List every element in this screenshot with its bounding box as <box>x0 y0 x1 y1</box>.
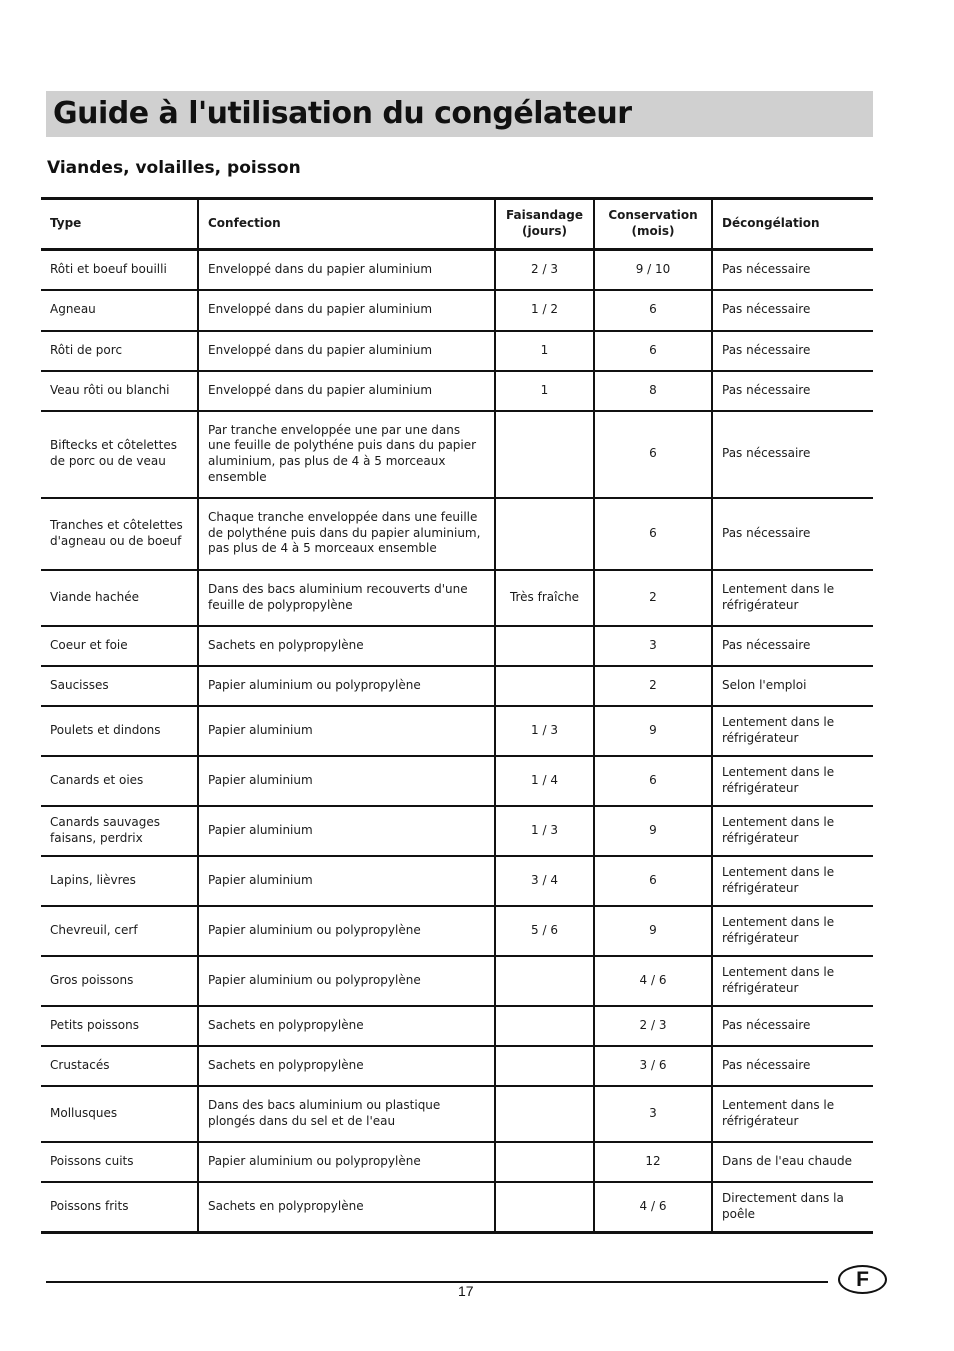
cell-decongelation: Pas nécessaire <box>712 626 873 666</box>
cell-conservation: 9 / 10 <box>594 250 712 290</box>
cell-faisandage <box>495 956 594 1006</box>
cell-decongelation: Lentement dans le réfrigérateur <box>712 756 873 806</box>
cell-decongelation: Lentement dans le réfrigérateur <box>712 806 873 856</box>
table-header-row <box>41 199 873 250</box>
cell-confection: Enveloppé dans du papier aluminium <box>198 290 495 331</box>
cell-confection: Sachets en polypropylène <box>198 1046 495 1086</box>
cell-faisandage <box>495 1046 594 1086</box>
cell-decongelation: Directement dans la poêle <box>712 1182 873 1233</box>
header-confection: Confection <box>198 199 495 250</box>
table-row <box>41 411 873 498</box>
page-title: Guide à l'utilisation du congélateur <box>53 96 632 131</box>
cell-conservation: 4 / 6 <box>594 956 712 1006</box>
cell-faisandage: 1 <box>495 371 594 411</box>
cell-type: Chevreuil, cerf <box>41 906 198 956</box>
cell-conservation: 9 <box>594 706 712 756</box>
language-badge: F <box>838 1265 887 1294</box>
header-faisandage: Faisandage (jours) <box>495 199 594 250</box>
cell-faisandage: 2 / 3 <box>495 250 594 290</box>
table-row <box>41 956 873 1006</box>
cell-decongelation: Lentement dans le réfrigérateur <box>712 906 873 956</box>
cell-type: Viande hachée <box>41 570 198 626</box>
table-row <box>41 1142 873 1182</box>
cell-decongelation: Pas nécessaire <box>712 1006 873 1046</box>
footer-rule <box>46 1281 828 1283</box>
cell-confection: Sachets en polypropylène <box>198 1182 495 1233</box>
cell-confection: Papier aluminium ou polypropylène <box>198 666 495 706</box>
cell-type: Lapins, lièvres <box>41 856 198 906</box>
cell-conservation: 6 <box>594 856 712 906</box>
cell-type: Mollusques <box>41 1086 198 1142</box>
table-row <box>41 1182 873 1233</box>
cell-faisandage <box>495 1182 594 1233</box>
cell-type: Rôti de porc <box>41 331 198 371</box>
cell-type: Canards sauvages faisans, perdrix <box>41 806 198 856</box>
cell-confection: Sachets en polypropylène <box>198 1006 495 1046</box>
cell-type: Gros poissons <box>41 956 198 1006</box>
cell-faisandage: 3 / 4 <box>495 856 594 906</box>
table-row <box>41 856 873 906</box>
cell-faisandage <box>495 626 594 666</box>
table-row <box>41 1046 873 1086</box>
cell-decongelation: Pas nécessaire <box>712 498 873 570</box>
cell-type: Coeur et foie <box>41 626 198 666</box>
cell-faisandage: 5 / 6 <box>495 906 594 956</box>
table-row <box>41 331 873 371</box>
cell-type: Poissons frits <box>41 1182 198 1233</box>
cell-type: Crustacés <box>41 1046 198 1086</box>
cell-type: Saucisses <box>41 666 198 706</box>
cell-type: Poissons cuits <box>41 1142 198 1182</box>
cell-conservation: 3 <box>594 626 712 666</box>
cell-type: Tranches et côtelettes d'agneau ou de boeuf <box>41 498 198 570</box>
cell-confection: Enveloppé dans du papier aluminium <box>198 371 495 411</box>
cell-decongelation: Pas nécessaire <box>712 331 873 371</box>
cell-conservation: 6 <box>594 411 712 498</box>
cell-confection: Enveloppé dans du papier aluminium <box>198 250 495 290</box>
cell-decongelation: Pas nécessaire <box>712 290 873 331</box>
table-row <box>41 906 873 956</box>
cell-decongelation: Lentement dans le réfrigérateur <box>712 1086 873 1142</box>
cell-conservation: 3 <box>594 1086 712 1142</box>
cell-decongelation: Selon l'emploi <box>712 666 873 706</box>
cell-faisandage: 1 / 2 <box>495 290 594 331</box>
table-row <box>41 1006 873 1046</box>
cell-type: Poulets et dindons <box>41 706 198 756</box>
cell-faisandage: 1 / 3 <box>495 706 594 756</box>
cell-decongelation: Pas nécessaire <box>712 411 873 498</box>
table-row <box>41 1086 873 1142</box>
cell-confection: Papier aluminium ou polypropylène <box>198 1142 495 1182</box>
cell-conservation: 6 <box>594 331 712 371</box>
cell-conservation: 4 / 6 <box>594 1182 712 1233</box>
table-row <box>41 666 873 706</box>
cell-type: Agneau <box>41 290 198 331</box>
table-row <box>41 806 873 856</box>
cell-type: Veau rôti ou blanchi <box>41 371 198 411</box>
header-type: Type <box>41 199 198 250</box>
header-conservation: Conservation (mois) <box>594 199 712 250</box>
table-row <box>41 250 873 290</box>
cell-faisandage <box>495 411 594 498</box>
cell-confection: Papier aluminium <box>198 756 495 806</box>
cell-conservation: 6 <box>594 290 712 331</box>
cell-confection: Papier aluminium <box>198 856 495 906</box>
cell-decongelation: Pas nécessaire <box>712 1046 873 1086</box>
cell-type: Canards et oies <box>41 756 198 806</box>
table-row <box>41 371 873 411</box>
cell-faisandage: Très fraîche <box>495 570 594 626</box>
page-title-bar <box>46 91 873 137</box>
cell-decongelation: Lentement dans le réfrigérateur <box>712 856 873 906</box>
table-row <box>41 498 873 570</box>
page-number: 17 <box>458 1283 474 1299</box>
cell-confection: Dans des bacs aluminium recouverts d'une feuille de polypropylène <box>198 570 495 626</box>
table-row <box>41 570 873 626</box>
cell-faisandage <box>495 1086 594 1142</box>
cell-type: Biftecks et côtelettes de porc ou de veau <box>41 411 198 498</box>
cell-conservation: 6 <box>594 756 712 806</box>
cell-faisandage: 1 <box>495 331 594 371</box>
table-row <box>41 706 873 756</box>
cell-confection: Papier aluminium ou polypropylène <box>198 956 495 1006</box>
cell-confection: Papier aluminium <box>198 806 495 856</box>
cell-confection: Par tranche enveloppée une par une dans une feuille de polythéne puis dans du papier aluminium, pas plus de 4 à 5 morceaux ensemble <box>198 411 495 498</box>
cell-decongelation: Pas nécessaire <box>712 371 873 411</box>
freezer-guide-table <box>41 197 873 1234</box>
header-decongelation: Décongélation <box>712 199 873 250</box>
cell-faisandage <box>495 498 594 570</box>
cell-conservation: 2 <box>594 570 712 626</box>
table-row <box>41 756 873 806</box>
cell-faisandage <box>495 666 594 706</box>
cell-faisandage <box>495 1006 594 1046</box>
cell-confection: Dans des bacs aluminium ou plastique plongés dans du sel et de l'eau <box>198 1086 495 1142</box>
table-body <box>41 250 873 1233</box>
cell-conservation: 9 <box>594 806 712 856</box>
table-row <box>41 290 873 331</box>
cell-type: Rôti et boeuf bouilli <box>41 250 198 290</box>
cell-conservation: 12 <box>594 1142 712 1182</box>
table-row <box>41 626 873 666</box>
cell-confection: Sachets en polypropylène <box>198 626 495 666</box>
cell-faisandage <box>495 1142 594 1182</box>
cell-decongelation: Dans de l'eau chaude <box>712 1142 873 1182</box>
cell-decongelation: Lentement dans le réfrigérateur <box>712 570 873 626</box>
cell-conservation: 9 <box>594 906 712 956</box>
cell-faisandage: 1 / 4 <box>495 756 594 806</box>
cell-conservation: 2 / 3 <box>594 1006 712 1046</box>
section-title: Viandes, volailles, poisson <box>47 158 301 178</box>
cell-confection: Enveloppé dans du papier aluminium <box>198 331 495 371</box>
cell-confection: Chaque tranche enveloppée dans une feuille de polythéne puis dans du papier aluminium, pas plus de 4 à 5 morceaux ensemble <box>198 498 495 570</box>
cell-type: Petits poissons <box>41 1006 198 1046</box>
cell-decongelation: Lentement dans le réfrigérateur <box>712 956 873 1006</box>
cell-conservation: 3 / 6 <box>594 1046 712 1086</box>
cell-decongelation: Pas nécessaire <box>712 250 873 290</box>
cell-faisandage: 1 / 3 <box>495 806 594 856</box>
cell-conservation: 6 <box>594 498 712 570</box>
cell-confection: Papier aluminium <box>198 706 495 756</box>
cell-conservation: 8 <box>594 371 712 411</box>
cell-confection: Papier aluminium ou polypropylène <box>198 906 495 956</box>
cell-conservation: 2 <box>594 666 712 706</box>
cell-decongelation: Lentement dans le réfrigérateur <box>712 706 873 756</box>
